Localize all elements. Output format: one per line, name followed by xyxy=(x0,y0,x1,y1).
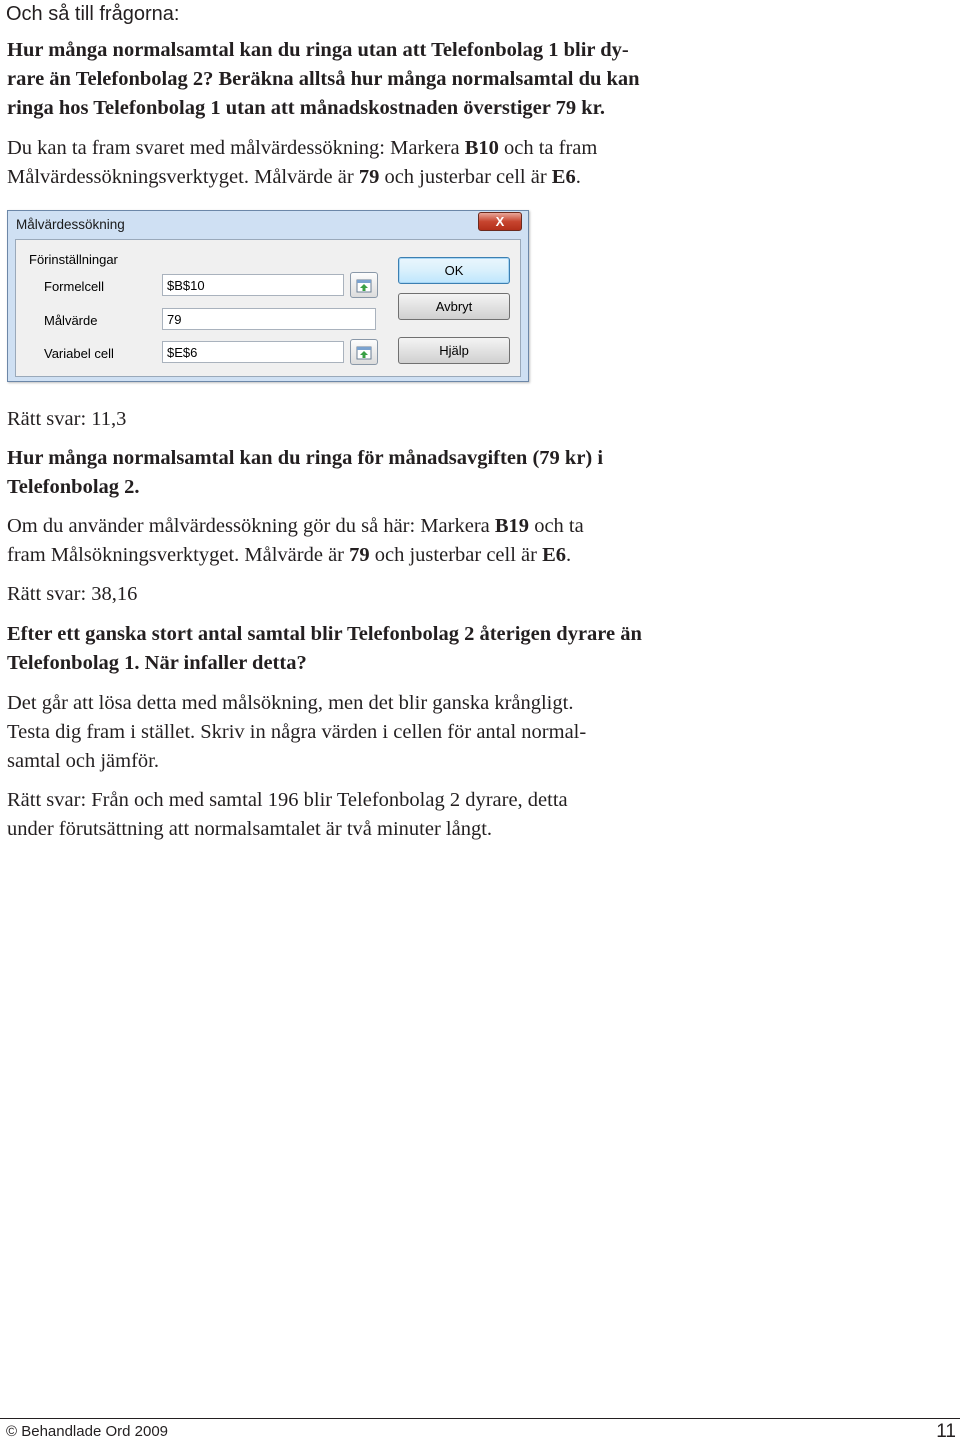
shrink-icon xyxy=(356,278,372,294)
goal-seek-dialog xyxy=(7,210,529,382)
cancel-button[interactable]: Avbryt xyxy=(398,293,510,320)
dialog-title: Målvärdessökning xyxy=(16,217,125,232)
question-3: Efter ett ganska stort antal samtal blir Telefonbolag 2 återigen dyrare än Telefonbolag 1. När infaller detta? xyxy=(7,623,642,674)
section-title: Förinställningar xyxy=(29,252,118,267)
variable-cell-label: Variabel cell xyxy=(44,346,114,361)
ok-button[interactable]: OK xyxy=(398,257,510,284)
dialog-body xyxy=(15,239,521,377)
close-button[interactable]: X xyxy=(478,212,522,231)
footer-divider xyxy=(0,1418,960,1419)
answer-3: Rätt svar: Från och med samtal 196 blir Telefonbolag 2 dyrare, detta under förutsättning att normalsamtalet är två minuter långt. xyxy=(7,789,568,840)
hint-1: Du kan ta fram svaret med målvärdessökning: Markera B10 och ta fram Målvärdessökningsverktyget. Målvärde är 79 och justerbar cell är E6. xyxy=(7,137,598,188)
question-1: Hur många normalsamtal kan du ringa utan att Telefonbolag 1 blir dy- rare än Telefonbolag 2? Beräkna alltså hur många normalsamtal du kan ringa hos Telefonbolag 1 utan att månadskostnaden överstiger 79 kr. xyxy=(7,39,640,119)
shrink-icon xyxy=(356,345,372,361)
formula-cell-label: Formelcell xyxy=(44,279,104,294)
hint-2: Om du använder målvärdessökning gör du så här: Markera B19 och ta fram Målsökningsverktyget. Målvärde är 79 och justerbar cell är E6. xyxy=(7,515,584,566)
target-value-label: Målvärde xyxy=(44,313,98,328)
page-number: 11 xyxy=(936,1421,956,1442)
formula-cell-input[interactable]: $B$10 xyxy=(162,274,344,296)
target-value-input[interactable]: 79 xyxy=(162,308,376,330)
hint-3: Det går att lösa detta med målsökning, men det blir ganska krångligt. Testa dig fram i stället. Skriv in några värden i cellen för antal normal- samtal och jämför. xyxy=(7,692,587,772)
footer-copyright: © Behandlade Ord 2009 xyxy=(6,1423,169,1440)
formula-cell-picker-button[interactable] xyxy=(350,272,378,298)
answer-1: Rätt svar: 11,3 xyxy=(7,408,127,430)
variable-cell-input[interactable]: $E$6 xyxy=(162,341,344,363)
question-2: Hur många normalsamtal kan du ringa för månadsavgiften (79 kr) i Telefonbolag 2. xyxy=(7,447,604,498)
help-button[interactable]: Hjälp xyxy=(398,337,510,364)
variable-cell-picker-button[interactable] xyxy=(350,339,378,365)
intro-text: Och så till frågorna: xyxy=(6,3,180,25)
answer-2: Rätt svar: 38,16 xyxy=(7,583,138,605)
